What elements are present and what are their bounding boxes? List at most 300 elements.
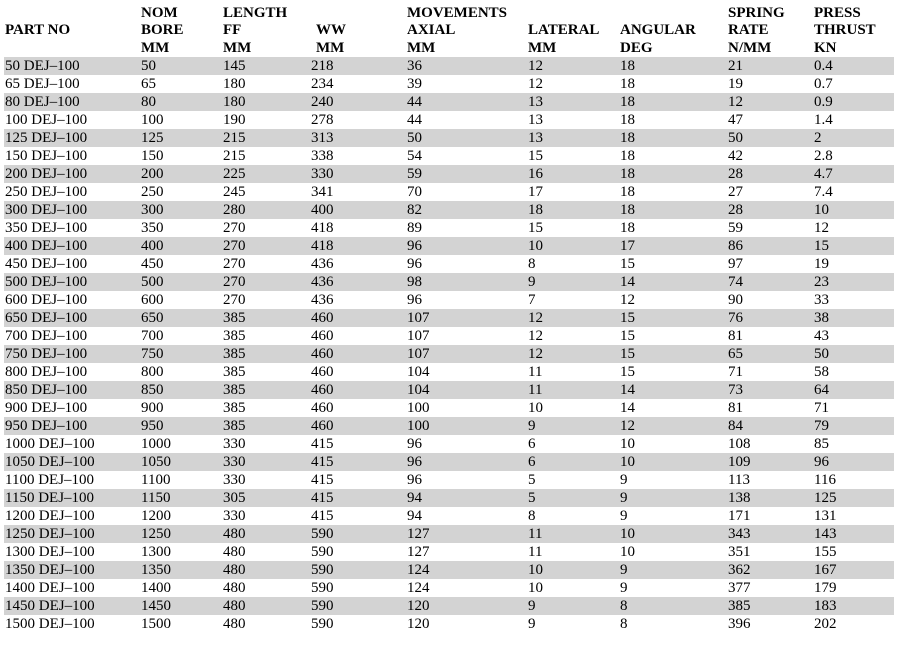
cell-spring-rate: 12 [727,93,813,111]
cell-ww: 234 [311,76,334,92]
cell-part-no: 150 DEJ–100 [5,148,88,164]
cell-length-ff: 480 [223,580,246,596]
cell-length-ff: 270 [223,220,246,236]
cell-lateral: 8 [528,508,536,524]
cell-press-thrust: 155 [814,544,837,560]
cell-angular: 8 [620,616,628,632]
cell-length-ff: 225 [222,165,310,183]
cell-part-no: 400 DEJ–100 [4,237,140,255]
cell-angular: 14 [620,400,635,416]
cell-press-thrust: 183 [813,597,894,615]
table-row [4,525,894,543]
cell-lateral: 6 [528,436,536,452]
cell-part-no: 1350 DEJ–100 [4,561,140,579]
cell-press-thrust: 2 [813,129,894,147]
cell-part-no: 65 DEJ–100 [5,76,80,92]
cell-length-ff: 190 [223,112,246,128]
table-row [4,255,894,273]
cell-angular: 15 [620,256,635,272]
header-press-line3: KN [814,39,837,56]
header-press-line2: THRUST [814,22,876,38]
cell-part-no: 300 DEJ–100 [4,201,140,219]
cell-nom-bore: 50 [140,57,222,75]
cell-angular: 18 [619,165,727,183]
cell-press-thrust: 4.7 [813,165,894,183]
cell-angular: 18 [619,57,727,75]
cell-length-ff: 215 [223,148,246,164]
table-row [4,111,894,129]
header-axial-line3: MM [407,39,436,56]
cell-nom-bore: 150 [141,148,164,164]
cell-press-thrust: 1.4 [814,112,833,128]
cell-axial: 96 [407,256,422,272]
cell-ww: 436 [310,273,406,291]
cell-length-ff: 330 [223,436,246,452]
cell-nom-bore: 1050 [140,453,222,471]
cell-angular: 9 [620,472,628,488]
cell-nom-bore: 700 [141,328,164,344]
cell-angular: 12 [620,292,635,308]
cell-angular: 10 [619,453,727,471]
table-row [4,75,894,93]
table-row [4,363,894,381]
table-row [4,129,894,147]
cell-axial: 107 [406,309,518,327]
cell-ww: 341 [311,184,334,200]
table-row [4,543,894,561]
cell-lateral: 11 [528,544,543,560]
cell-part-no: 750 DEJ–100 [4,345,140,363]
cell-axial: 89 [407,220,422,236]
cell-nom-bore: 200 [140,165,222,183]
header-lateral [518,4,619,57]
cell-lateral: 11 [528,364,543,380]
cell-ww: 460 [310,309,406,327]
cell-axial: 96 [406,453,518,471]
cell-part-no: 50 DEJ–100 [4,57,140,75]
table-row [4,183,894,201]
cell-axial: 54 [407,148,422,164]
header-axial-line2: AXIAL [407,22,456,38]
cell-lateral: 9 [528,616,536,632]
cell-axial: 98 [406,273,518,291]
cell-axial: 104 [406,381,518,399]
cell-length-ff: 145 [222,57,310,75]
cell-axial: 44 [406,93,518,111]
cell-part-no: 450 DEJ–100 [5,256,88,272]
cell-press-thrust: 79 [813,417,894,435]
cell-press-thrust: 0.4 [813,57,894,75]
cell-length-ff: 385 [222,381,310,399]
cell-spring-rate: 138 [727,489,813,507]
cell-press-thrust: 2.8 [814,148,833,164]
cell-spring-rate: 81 [728,328,743,344]
cell-part-no: 600 DEJ–100 [5,292,88,308]
header-length-line2: FF [223,22,242,38]
cell-angular: 18 [620,184,635,200]
cell-spring-rate: 21 [727,57,813,75]
cell-ww: 460 [310,381,406,399]
header-movements-label: MOVEMENTS [407,4,508,21]
expansion-joint-table [4,4,894,633]
cell-part-no: 900 DEJ–100 [5,400,88,416]
cell-part-no: 1450 DEJ–100 [4,597,140,615]
cell-press-thrust: 0.7 [814,76,833,92]
cell-part-no: 650 DEJ–100 [4,309,140,327]
cell-ww: 415 [311,472,334,488]
table-row [4,93,894,111]
cell-length-ff: 180 [222,93,310,111]
cell-nom-bore: 100 [141,112,164,128]
cell-spring-rate: 97 [728,256,743,272]
cell-spring-rate: 71 [728,364,743,380]
header-nom-line1: NOM [141,4,178,21]
cell-axial: 96 [407,292,422,308]
cell-part-no: 125 DEJ–100 [4,129,140,147]
table-header [4,4,894,57]
cell-part-no: 1050 DEJ–100 [4,453,140,471]
cell-angular: 17 [619,237,727,255]
header-axial [406,4,518,57]
cell-spring-rate: 362 [727,561,813,579]
cell-length-ff: 480 [223,544,246,560]
cell-axial: 39 [407,76,422,92]
header-row [4,4,894,57]
cell-lateral: 11 [518,381,619,399]
table-row [4,273,894,291]
cell-axial: 100 [406,417,518,435]
cell-part-no: 200 DEJ–100 [4,165,140,183]
cell-length-ff: 480 [222,561,310,579]
cell-lateral: 12 [518,309,619,327]
table-row [4,579,894,597]
cell-length-ff: 270 [222,273,310,291]
cell-axial: 50 [406,129,518,147]
cell-ww: 338 [311,148,334,164]
cell-press-thrust: 43 [814,328,829,344]
cell-lateral: 15 [528,220,543,236]
cell-length-ff: 480 [222,525,310,543]
cell-press-thrust: 96 [813,453,894,471]
cell-angular: 14 [619,273,727,291]
cell-spring-rate: 42 [728,148,743,164]
cell-axial: 96 [407,472,422,488]
table-row [4,399,894,417]
cell-length-ff: 245 [223,184,246,200]
cell-nom-bore: 400 [140,237,222,255]
cell-nom-bore: 600 [141,292,164,308]
cell-length-ff: 215 [222,129,310,147]
cell-part-no: 1000 DEJ–100 [5,436,95,452]
header-spring-line2: RATE [728,22,769,38]
header-press-thrust [813,4,894,57]
cell-lateral: 9 [518,597,619,615]
cell-part-no: 1100 DEJ–100 [5,472,95,488]
cell-angular: 10 [619,525,727,543]
header-spring-line1: SPRING [728,4,785,21]
cell-spring-rate: 47 [728,112,743,128]
cell-nom-bore: 80 [140,93,222,111]
cell-part-no: 350 DEJ–100 [5,220,88,236]
cell-nom-bore: 950 [140,417,222,435]
cell-ww: 313 [310,129,406,147]
header-lateral-line3: MM [528,39,557,56]
cell-angular: 9 [619,561,727,579]
table-row [4,147,894,165]
cell-axial: 44 [407,112,422,128]
cell-spring-rate: 171 [728,508,751,524]
cell-nom-bore: 750 [140,345,222,363]
cell-angular: 18 [619,93,727,111]
cell-length-ff: 330 [223,472,246,488]
cell-lateral: 10 [518,237,619,255]
table-row [4,417,894,435]
cell-lateral: 13 [518,129,619,147]
cell-angular: 18 [620,148,635,164]
cell-angular: 15 [620,328,635,344]
cell-lateral: 11 [518,525,619,543]
cell-ww: 218 [310,57,406,75]
cell-part-no: 100 DEJ–100 [5,112,88,128]
expansion-joint-table-container [4,4,894,633]
cell-nom-bore: 650 [140,309,222,327]
table-row [4,507,894,525]
table-row [4,597,894,615]
cell-axial: 94 [406,489,518,507]
cell-lateral: 12 [518,345,619,363]
cell-axial: 96 [406,237,518,255]
cell-axial: 124 [406,561,518,579]
header-angular-line3: DEG [620,39,653,56]
cell-press-thrust: 0.9 [813,93,894,111]
header-nom-line2: BORE [141,22,184,38]
cell-part-no: 1250 DEJ–100 [4,525,140,543]
table-row [4,561,894,579]
cell-nom-bore: 65 [141,76,156,92]
table-row [4,453,894,471]
cell-axial: 120 [406,597,518,615]
cell-press-thrust: 64 [813,381,894,399]
cell-ww: 590 [310,561,406,579]
cell-ww: 415 [311,436,334,452]
cell-spring-rate: 81 [728,400,743,416]
cell-part-no: 850 DEJ–100 [4,381,140,399]
cell-nom-bore: 1350 [140,561,222,579]
cell-axial: 120 [407,616,430,632]
cell-ww: 460 [311,364,334,380]
cell-ww: 460 [311,400,334,416]
table-row [4,291,894,309]
cell-press-thrust: 15 [813,237,894,255]
cell-ww: 418 [310,237,406,255]
header-lateral-line2: LATERAL [528,22,600,38]
cell-angular: 15 [619,345,727,363]
cell-nom-bore: 450 [141,256,164,272]
cell-ww: 240 [310,93,406,111]
header-ww-line1: WW [316,22,346,38]
cell-axial: 104 [407,364,430,380]
cell-length-ff: 305 [222,489,310,507]
cell-nom-bore: 500 [140,273,222,291]
cell-press-thrust: 143 [813,525,894,543]
cell-press-thrust: 202 [814,616,837,632]
header-press-line1: PRESS [814,4,861,21]
cell-angular: 18 [620,220,635,236]
cell-length-ff: 480 [222,597,310,615]
cell-lateral: 12 [528,76,543,92]
cell-press-thrust: 58 [814,364,829,380]
cell-spring-rate: 86 [727,237,813,255]
cell-lateral: 10 [528,400,543,416]
cell-spring-rate: 50 [727,129,813,147]
table-row [4,201,894,219]
cell-nom-bore: 125 [140,129,222,147]
cell-press-thrust: 179 [814,580,837,596]
cell-lateral: 16 [518,165,619,183]
header-angular-line2: ANGULAR [620,22,696,38]
header-spring-rate [727,4,813,57]
cell-angular: 8 [619,597,727,615]
cell-ww: 590 [311,544,334,560]
cell-nom-bore: 350 [141,220,164,236]
cell-axial: 59 [406,165,518,183]
cell-axial: 94 [407,508,422,524]
table-row [4,309,894,327]
cell-lateral: 12 [518,57,619,75]
cell-nom-bore: 1150 [140,489,222,507]
cell-ww: 590 [310,597,406,615]
table-row [4,489,894,507]
cell-spring-rate: 113 [728,472,750,488]
cell-spring-rate: 74 [727,273,813,291]
cell-length-ff: 330 [222,453,310,471]
cell-axial: 100 [407,400,430,416]
cell-spring-rate: 108 [728,436,751,452]
cell-spring-rate: 65 [727,345,813,363]
cell-spring-rate: 84 [727,417,813,435]
cell-lateral: 15 [528,148,543,164]
table-row [4,345,894,363]
cell-ww: 415 [310,489,406,507]
cell-angular: 18 [619,129,727,147]
cell-part-no: 800 DEJ–100 [5,364,88,380]
cell-axial: 127 [406,525,518,543]
cell-nom-bore: 1100 [141,472,171,488]
cell-angular: 18 [620,112,635,128]
table-row [4,435,894,453]
cell-ww: 460 [310,345,406,363]
cell-nom-bore: 850 [140,381,222,399]
cell-angular: 9 [620,508,628,524]
cell-lateral: 12 [528,328,543,344]
cell-axial: 124 [407,580,430,596]
cell-angular: 15 [620,364,635,380]
cell-ww: 418 [311,220,334,236]
cell-nom-bore: 300 [140,201,222,219]
header-nom-line3: MM [141,39,170,56]
cell-lateral: 6 [518,453,619,471]
cell-nom-bore: 1200 [141,508,171,524]
cell-press-thrust: 23 [813,273,894,291]
cell-spring-rate: 109 [727,453,813,471]
cell-part-no: 1200 DEJ–100 [5,508,95,524]
cell-ww: 415 [311,508,334,524]
cell-press-thrust: 19 [814,256,829,272]
cell-lateral: 10 [528,580,543,596]
cell-lateral: 9 [518,417,619,435]
cell-press-thrust: 85 [814,436,829,452]
cell-press-thrust: 12 [814,220,829,236]
table-row [4,327,894,345]
cell-axial: 107 [406,345,518,363]
cell-spring-rate: 27 [728,184,743,200]
cell-lateral: 5 [528,472,536,488]
cell-part-no: 950 DEJ–100 [4,417,140,435]
cell-spring-rate: 351 [728,544,751,560]
table-row [4,219,894,237]
cell-part-no: 1150 DEJ–100 [4,489,140,507]
cell-nom-bore: 1300 [141,544,171,560]
cell-spring-rate: 396 [728,616,751,632]
cell-press-thrust: 131 [814,508,837,524]
cell-ww: 436 [311,256,334,272]
cell-angular: 12 [619,417,727,435]
cell-length-ff: 385 [223,400,246,416]
header-part-no-label: PART NO [5,22,71,38]
cell-part-no: 500 DEJ–100 [4,273,140,291]
cell-angular: 15 [619,309,727,327]
cell-angular: 10 [620,436,635,452]
cell-angular: 10 [620,544,635,560]
header-spring-line3: N/MM [728,39,772,56]
header-nom-bore [140,4,222,57]
cell-nom-bore: 900 [141,400,164,416]
cell-length-ff: 330 [223,508,246,524]
cell-spring-rate: 73 [727,381,813,399]
cell-press-thrust: 7.4 [814,184,833,200]
cell-length-ff: 385 [222,345,310,363]
cell-lateral: 13 [518,93,619,111]
header-ww-line2: MM [316,39,345,56]
cell-ww: 460 [311,328,334,344]
cell-lateral: 13 [528,112,543,128]
cell-nom-bore: 1000 [141,436,171,452]
cell-spring-rate: 59 [728,220,743,236]
cell-lateral: 5 [518,489,619,507]
cell-spring-rate: 343 [727,525,813,543]
cell-spring-rate: 385 [727,597,813,615]
cell-lateral: 10 [518,561,619,579]
cell-angular: 18 [619,201,727,219]
cell-ww: 415 [310,453,406,471]
cell-lateral: 18 [518,201,619,219]
cell-nom-bore: 1400 [141,580,171,596]
cell-nom-bore: 1500 [141,616,171,632]
cell-ww: 590 [311,580,334,596]
cell-spring-rate: 377 [728,580,751,596]
cell-ww: 460 [310,417,406,435]
cell-ww: 278 [311,112,334,128]
header-length-line3: MM [223,39,252,56]
cell-lateral: 17 [528,184,543,200]
cell-spring-rate: 19 [728,76,743,92]
cell-axial: 70 [407,184,422,200]
cell-part-no: 700 DEJ–100 [5,328,88,344]
cell-length-ff: 385 [222,417,310,435]
cell-axial: 36 [406,57,518,75]
cell-spring-rate: 76 [727,309,813,327]
cell-axial: 82 [406,201,518,219]
